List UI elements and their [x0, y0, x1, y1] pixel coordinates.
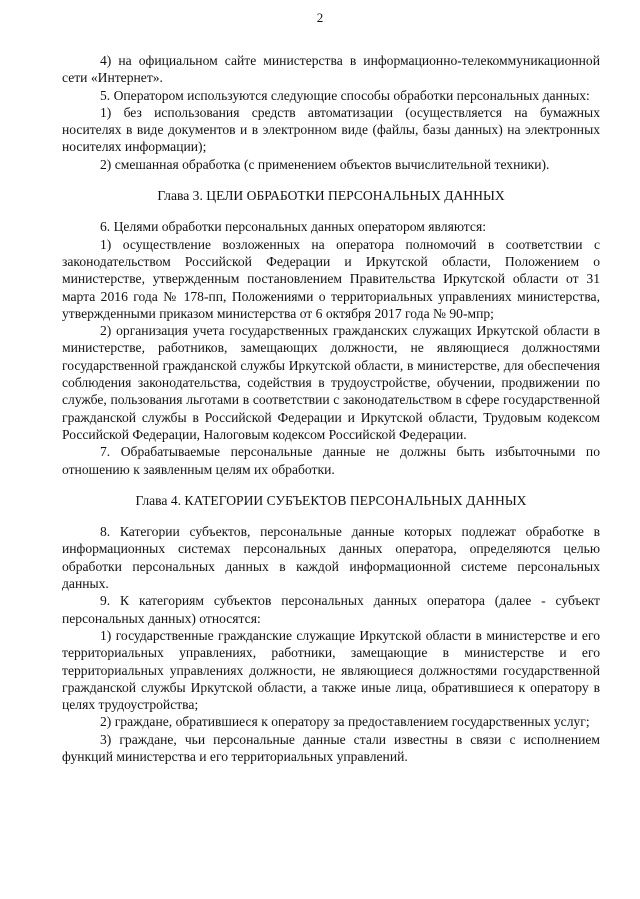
paragraph-clause-5-item-1: 1) без использования средств автоматизации (осуществляется на бумажных носителях в виде документов и в электронном виде (файлы, базы данных) на электронных носителях информации);: [62, 104, 600, 155]
paragraph-clause-9-item-1: 1) государственные гражданские служащие Иркутской области в министерстве и его территориальных управлениях, работники, замещающие в министерстве и его территориальных управлениях должности, не являющиеся должностями государственной гражданской службы Иркутской области, а также иные лица, обратившиеся к оператору в целях трудоустройства;: [62, 627, 600, 713]
paragraph-item-4: 4) на официальном сайте министерства в информационно-телекоммуникационной сети «Интернет».: [62, 53, 600, 86]
document-body: [62, 52, 600, 765]
paragraph-clause-6: 6. Целями обработки персональных данных оператором являются:: [100, 219, 486, 235]
paragraph-clause-5-item-2: 2) смешанная обработка (с применением объектов вычислительной техники).: [100, 156, 550, 172]
paragraph-clause-9-item-2: 2) граждане, обратившиеся к оператору за предоставлением государственных услуг;: [100, 714, 590, 730]
paragraph-clause-7: 7. Обрабатываемые персональные данные не должны быть избыточными по отношению к заявленным целям их обработки.: [62, 444, 600, 477]
paragraph-clause-8: 8. Категории субъектов, персональные данные которых подлежат обработке в информационных системах персональных данных оператора, определяются целью обработки персональных данных в каждой информационной системе персональных данных.: [62, 524, 600, 592]
paragraph-clause-9: 9. К категориям субъектов персональных данных оператора (далее - субъект персональных данных) относятся:: [62, 593, 600, 626]
paragraph-clause-5: 5. Оператором используются следующие способы обработки персональных данных:: [100, 87, 590, 103]
chapter-4-heading: Глава 4. КАТЕГОРИИ СУБЪЕКТОВ ПЕРСОНАЛЬНЫХ ДАННЫХ: [135, 492, 527, 508]
paragraph-clause-6-item-1: 1) осуществление возложенных на оператора полномочий в соответствии с законодательством Российской Федерации и Иркутской области, Положением о министерстве, утвержденным постановлением Правительства Иркутской области от 31 марта 2016 года № 178-пп, Положениями о территориальных управлениях министерства, утвержденными приказом министерства от 6 октября 2017 года № 90-мпр;: [62, 236, 600, 321]
page-number: 2: [316, 10, 324, 25]
paragraph-clause-9-item-3: 3) граждане, чьи персональные данные стали известны в связи с исполнением функций министерства и его территориальных управлений.: [62, 731, 600, 764]
paragraph-clause-6-item-2: 2) организация учета государственных гражданских служащих Иркутской области в министерстве, работников, замещающих должности, не являющиеся должностями государственной гражданской службы Иркутской области, в министерстве, для обеспечения соблюдения законодательства, содействия в трудоустройстве, обучении, продвижении по службе, пользования льготами в соответствии с законодательством в сфере государственной гражданской службы в Российской Федерации и Иркутской области, Трудовым кодексом Российской Федерации, Налоговым кодексом Российской Федерации.: [62, 323, 600, 442]
chapter-3-heading: Глава 3. ЦЕЛИ ОБРАБОТКИ ПЕРСОНАЛЬНЫХ ДАННЫХ: [157, 188, 505, 204]
